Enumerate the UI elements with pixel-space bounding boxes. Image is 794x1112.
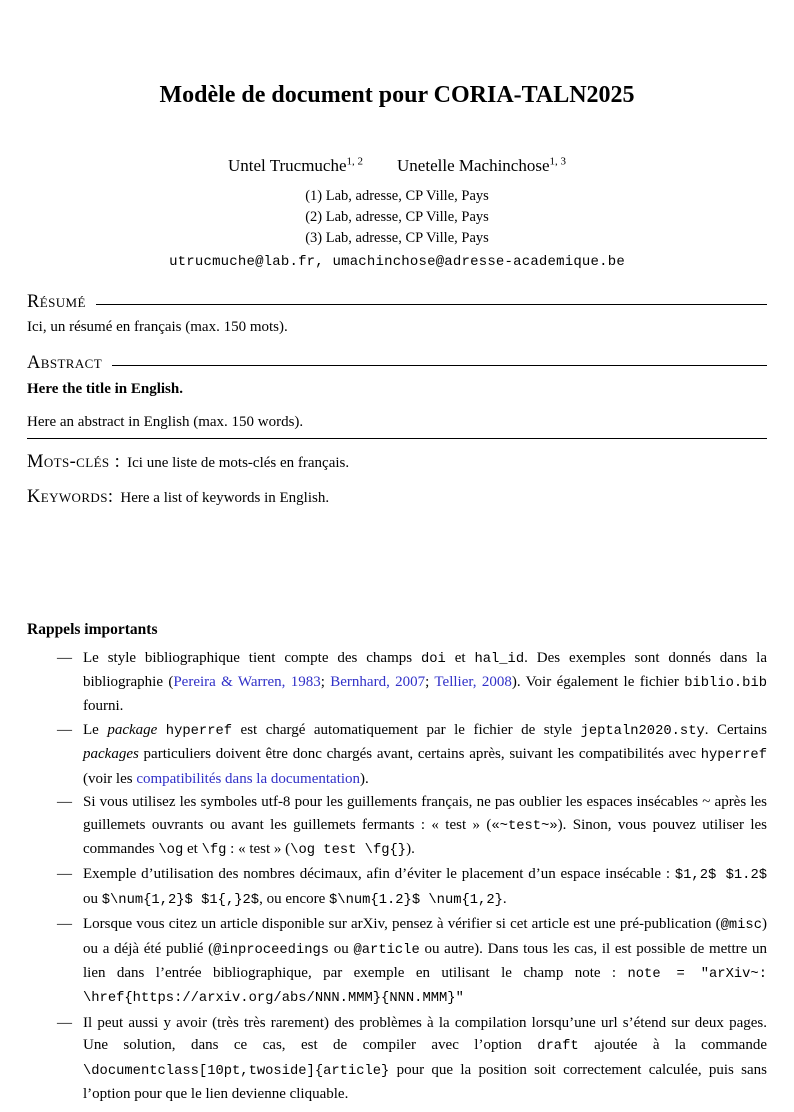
text-span: Exemple d’utilisation des nombres décimaux, afin d’éviter le placement d’un espace insécable : xyxy=(83,866,675,883)
text-span: . xyxy=(502,890,507,907)
code-span: jeptaln2020.sty xyxy=(580,723,705,739)
text-span: . Des exemples sont donnés dans la bibliographie ( xyxy=(83,649,767,691)
keywords-text: Here a list of keywords in English. xyxy=(120,489,330,506)
text-span: Le xyxy=(83,721,108,738)
abstract-label: Abstract xyxy=(27,352,103,373)
text-span: packages xyxy=(83,746,139,763)
horizontal-rule xyxy=(112,365,767,366)
affiliation-line: (1) Lab, adresse, CP Ville, Pays xyxy=(305,187,489,204)
author-affiliation-superscript: 1, 2 xyxy=(346,155,364,167)
text-span: ; xyxy=(425,674,435,691)
code-span: @misc xyxy=(720,918,762,934)
text-span: ). Voir également le fichier xyxy=(511,674,685,691)
code-span: $\num{1,2}$ $1{,}2$ xyxy=(101,892,260,908)
text-span: Il peut aussi y avoir (très très rarement) des problèmes à la compilation lorsqu’une url s’étend sur deux pages. Une solution, dans ce cas, est de compiler avec l’option xyxy=(83,1014,767,1054)
code-span: doi xyxy=(420,651,446,667)
resume-text: Ici, un résumé en français (max. 150 mots). xyxy=(27,318,288,335)
code-span: hyperref xyxy=(165,723,233,739)
text-span: ou xyxy=(329,940,354,957)
text-span: Le style bibliographique tient compte des champs xyxy=(83,649,421,666)
mots-cles-text: Ici une liste de mots-clés en français. xyxy=(127,454,350,471)
code-span: hyperref xyxy=(700,748,767,764)
text-span: ). xyxy=(406,840,415,857)
hyperlink[interactable]: Tellier, 2008 xyxy=(434,674,512,691)
text-span: fourni. xyxy=(83,698,124,715)
code-span: \documentclass[10pt,twoside]{article} xyxy=(83,1063,390,1079)
text-span: et xyxy=(183,840,202,857)
paper-title: Modèle de document pour CORIA-TALN2025 xyxy=(159,82,635,108)
code-span: «~test~» xyxy=(491,818,558,834)
code-span: draft xyxy=(537,1039,579,1055)
text-span: ). xyxy=(360,770,369,787)
hyperlink[interactable]: compatibilités dans la documentation xyxy=(136,770,361,787)
code-span: $\num{1.2}$ \num{1,2} xyxy=(329,892,503,908)
item-dash-marker: — xyxy=(57,866,72,883)
text-span: ). Sinon, vous pouvez utiliser les commandes xyxy=(83,816,767,857)
author-name: Untel Trucmuche xyxy=(228,155,347,175)
text-span: . Certains xyxy=(704,721,767,738)
hyperlink[interactable]: Pereira & Warren, 1983 xyxy=(173,674,321,691)
abstract-text: Here an abstract in English (max. 150 words). xyxy=(27,412,767,439)
horizontal-rule xyxy=(96,304,767,305)
item-dash-marker: — xyxy=(57,916,72,933)
code-span: \og test \fg{} xyxy=(290,842,407,858)
text-span: ou autre). Dans tous les cas, il est possible de mettre un lien dans l’entrée bibliographique, par exemple en utilisant le champ note : xyxy=(83,940,767,981)
text-span: : « test » ( xyxy=(226,840,291,857)
code-span: note = "arXiv~: \href{https://arxiv.org/abs/NNN.MMM}{NNN.MMM}" xyxy=(83,966,767,1007)
author xyxy=(397,156,566,175)
list-item xyxy=(27,647,767,718)
author-emails: utrucmuche@lab.fr, umachinchose@adresse-academique.be xyxy=(169,253,625,270)
text-span: pour que la position soit correctement calculée, puis sans l’option pour que le lien devienne cliquable. xyxy=(83,1061,767,1102)
text-span: ajoutée à la commande xyxy=(578,1037,767,1054)
code-span: \fg xyxy=(201,842,227,858)
item-dash-marker: — xyxy=(57,721,72,738)
author xyxy=(228,156,363,175)
keywords-row xyxy=(27,486,767,509)
author-affiliation-superscript: 1, 3 xyxy=(549,155,566,167)
text-span: ) ou a déjà été publié ( xyxy=(83,916,767,957)
affiliation-line: (2) Lab, adresse, CP Ville, Pays xyxy=(305,208,489,225)
code-span: biblio.bib xyxy=(684,676,767,692)
keywords-label: Keywords: xyxy=(27,486,114,507)
list-item xyxy=(27,1012,767,1106)
text-span: package xyxy=(107,721,158,738)
code-span: $1,2$ $1.2$ xyxy=(674,868,768,884)
resume-label: Résumé xyxy=(27,291,86,312)
author-name: Unetelle Machinchose xyxy=(397,155,550,175)
abstract-english-title: Here the title in English. xyxy=(27,380,183,397)
text-span: et xyxy=(445,649,475,666)
list-item xyxy=(27,913,767,1011)
hyperlink[interactable]: Bernhard, 2007 xyxy=(330,674,426,691)
item-dash-marker: — xyxy=(57,794,72,811)
affiliations-block xyxy=(27,186,767,249)
list-item xyxy=(27,791,767,862)
text-span xyxy=(157,722,166,738)
list-item xyxy=(27,863,767,912)
text-span: ou xyxy=(83,890,102,907)
text-span: ; xyxy=(320,674,331,691)
list-item xyxy=(27,719,767,790)
section-heading: Rappels importants xyxy=(27,620,158,638)
code-span: hal_id xyxy=(474,651,525,667)
code-span: @inproceedings xyxy=(213,942,330,958)
text-span: est chargé automatiquement par le fichier de style xyxy=(232,721,581,738)
item-dash-marker: — xyxy=(57,1014,72,1031)
code-span: @article xyxy=(353,942,420,958)
mots-cles-label: Mots-clés : xyxy=(27,451,121,472)
text-span: (voir les xyxy=(83,770,137,787)
resume-section-header xyxy=(27,292,767,313)
affiliation-line: (3) Lab, adresse, CP Ville, Pays xyxy=(305,229,489,246)
authors-line xyxy=(27,150,767,177)
code-span: \og xyxy=(158,842,184,858)
abstract-section-header xyxy=(27,353,767,374)
text-span: Si vous utilisez les symboles utf-8 pour les guillements français, ne pas oublier les espaces insécables ~ après les guillemets ouvrants ou avant les guillemets fermants : « test » ( xyxy=(83,794,767,833)
text-span: particuliers doivent être donc chargés avant, certains après, suivant les compatibilités avec xyxy=(138,746,701,763)
text-span: Lorsque vous citez un article disponible sur arXiv, pensez à vérifier si cet article est une pré-publication ( xyxy=(83,916,721,933)
text-span: , ou encore xyxy=(259,890,330,907)
notes-list xyxy=(27,647,767,1106)
mots-cles-row xyxy=(27,451,767,474)
item-dash-marker: — xyxy=(57,649,72,666)
